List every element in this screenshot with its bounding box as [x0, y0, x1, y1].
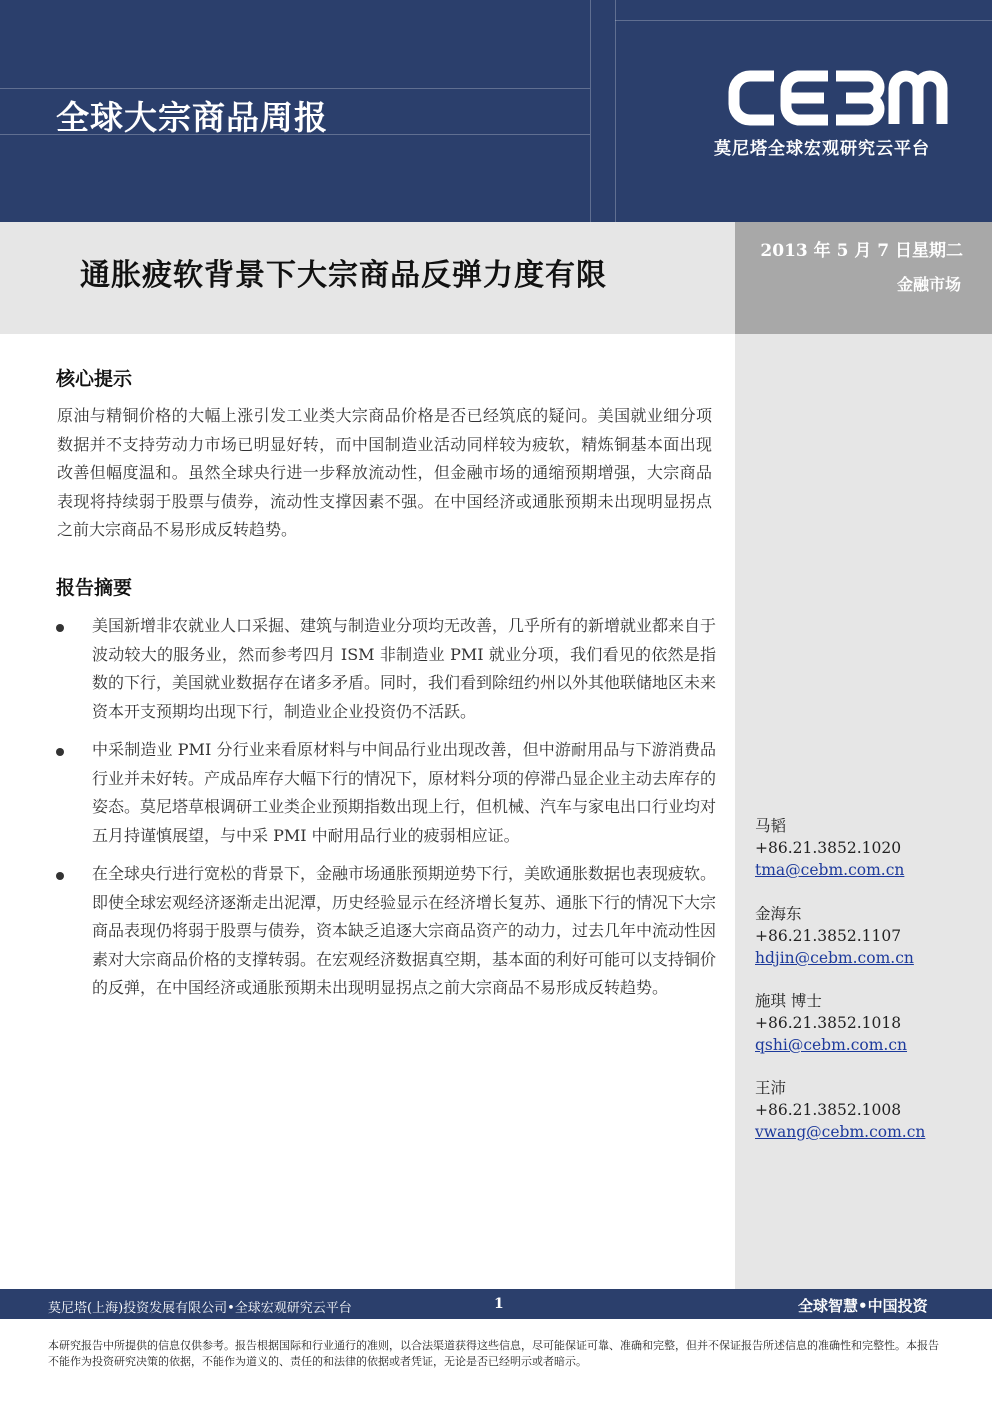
summary-item-text: 美国新增非农就业人口采掘、建筑与制造业分项均无改善，几乎所有的新增就业都来自于波动较大的服务业，然而参考四月 ISM 非制造业 PMI 就业分项，我们看见的依然是指数的下行，美国就业数据存在诸多矛盾。同时，我们看到除纽约州以外其他联储地区未来资本开支预期均出现下行，制造业企业投资仍不活跃。: [92, 616, 717, 721]
header-rule: [615, 20, 992, 21]
cebm-logo: [728, 70, 950, 126]
analyst-contact: [755, 815, 975, 881]
summary-item-text: 在全球央行进行宽松的背景下，金融市场通胀预期逆势下行，美欧通胀数据也表现疲软。即使全球宏观经济逐渐走出泥潭，历史经验显示在经济增长复苏、通胀下行的情况下大宗商品表现仍将弱于股票与债券，资本缺乏追逐大宗商品资产的动力，过去几年中流动性因素对大宗商品价格的支撑转弱。在宏观经济数据真空期，基本面的利好可能可以支持铜价的反弹，在中国经济或通胀预期未出现明显拐点之前大宗商品不易形成反转趋势。: [92, 864, 717, 997]
report-series-title: 全球大宗商品周报: [56, 98, 328, 137]
logo-tagline: 莫尼塔全球宏观研究云平台: [714, 139, 930, 159]
report-title: 通胀疲软背景下大宗商品反弹力度有限: [80, 258, 607, 293]
core-text: 原油与精铜价格的大幅上涨引发工业类大宗商品价格是否已经筑底的疑问。美国就业细分项数据并不支持劳动力市场已明显好转，而中国制造业活动同样较为疲软，精炼铜基本面出现改善但幅度温和。虽然全球央行进一步释放流动性，但金融市场的通缩预期增强，大宗商品表现将持续弱于股票与债券，流动性支撑因素不强。在中国经济或通胀预期未出现明显拐点之前大宗商品不易形成反转趋势。: [57, 406, 712, 539]
list-item: [56, 612, 716, 726]
analyst-phone: +86.21.3852.1008: [755, 1101, 902, 1119]
list-item: [56, 736, 716, 850]
analyst-email-link[interactable]: qshi@cebm.com.cn: [755, 1036, 908, 1054]
bullet-icon: [56, 624, 64, 632]
analyst-name: 王沛: [755, 1079, 787, 1097]
list-item: [56, 860, 716, 1003]
analyst-email-link[interactable]: vwang@cebm.com.cn: [755, 1123, 926, 1141]
header-rule: [0, 88, 590, 89]
core-heading: 核心提示: [56, 368, 133, 390]
summary-list: [56, 612, 716, 1013]
analyst-phone: +86.21.3852.1107: [755, 927, 902, 945]
analyst-email-link[interactable]: tma@cebm.com.cn: [755, 861, 905, 879]
analyst-email-link[interactable]: hdjin@cebm.com.cn: [755, 949, 914, 967]
summary-item-text: 中采制造业 PMI 分行业来看原材料与中间品行业出现改善，但中游耐用品与下游消费品行业并未好转。产成品库存大幅下行的情况下，原材料分项的停滞凸显企业主动去库存的姿态。莫尼塔草根调研工业类企业预期指数出现上行，但机械、汽车与家电出口行业均对五月持谨慎展望，与中采 PMI 中耐用品行业的疲弱相应证。: [92, 740, 717, 845]
bullet-icon: [56, 748, 64, 756]
header-rule: [615, 0, 616, 222]
bullet-icon: [56, 872, 64, 880]
analyst-name: 马韬: [755, 817, 787, 835]
analyst-contact: [755, 903, 975, 969]
analyst-contact: [755, 1077, 975, 1143]
summary-heading: 报告摘要: [56, 577, 133, 599]
analyst-contact: [755, 990, 975, 1056]
page-number: 1: [494, 1296, 504, 1312]
disclaimer: 本研究报告中所提供的信息仅供参考。报告根据国际和行业通行的准则，以合法渠道获得这些信息，尽可能保证可靠、准确和完整，但并不保证报告所述信息的准确性和完整性。本报告不能作为投资研究决策的依据，不能作为道义的、责任的和法律的依据或者凭证，无论是否已经明示或者暗示。: [48, 1339, 939, 1368]
footer-company: 莫尼塔(上海)投资发展有限公司•全球宏观研究云平台: [48, 1301, 352, 1316]
analyst-name: 金海东: [755, 905, 802, 923]
analyst-name: 施琪 博士: [755, 992, 822, 1010]
analyst-phone: +86.21.3852.1018: [755, 1014, 902, 1032]
footer-slogan: 全球智慧•中国投资: [798, 1297, 928, 1315]
analyst-phone: +86.21.3852.1020: [755, 839, 902, 857]
report-category: 金融市场: [896, 275, 961, 294]
header-rule: [590, 0, 591, 222]
report-date: 2013 年 5 月 7 日星期二: [760, 241, 963, 261]
